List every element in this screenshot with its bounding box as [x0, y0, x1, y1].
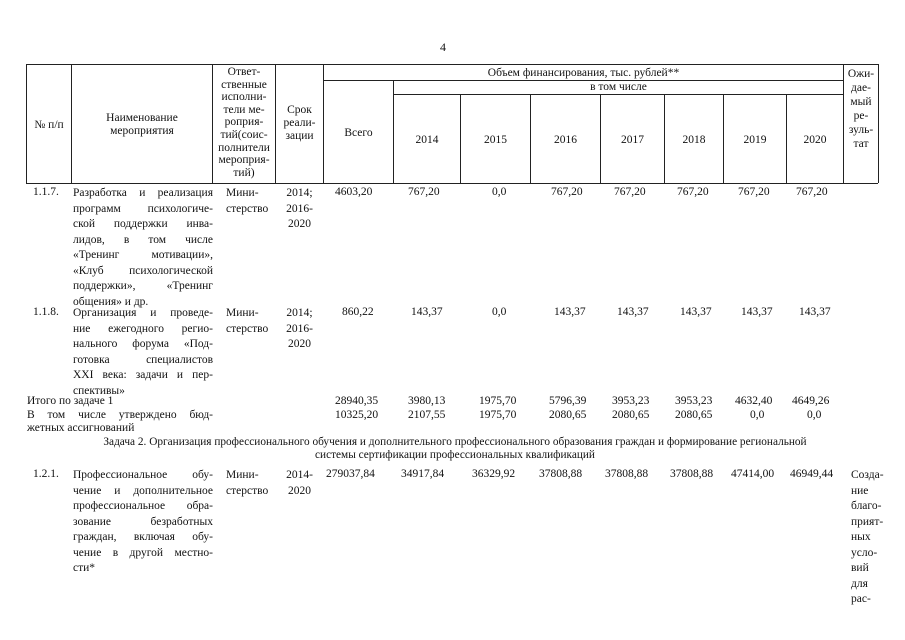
header-funding: Объем финансирования, тыс. рублей**: [487, 67, 680, 79]
row-value: 0,0: [750, 409, 765, 421]
row-responsible: Мини- стерство: [226, 307, 269, 335]
header-year: 2017: [621, 134, 644, 146]
row-total: 4603,20: [335, 186, 373, 198]
row-value: 37808,88: [670, 468, 714, 480]
row-value: 767,20: [738, 186, 770, 198]
row-value: 2080,65: [612, 409, 650, 421]
row-value: 143,37: [554, 306, 586, 318]
row-value: 767,20: [677, 186, 709, 198]
row-value: 767,20: [551, 186, 583, 198]
row-result: Созда- ние благо- прият- ных усло- вий для рас-: [851, 469, 884, 605]
row-value: 143,37: [741, 306, 773, 318]
row-term: 2014; 2016- 2020: [286, 187, 313, 230]
row-value: 767,20: [796, 186, 828, 198]
row-value: 46949,44: [790, 468, 834, 480]
row-value: 767,20: [614, 186, 646, 198]
header-year: 2018: [682, 134, 706, 146]
header-total: Всего: [344, 127, 373, 139]
row-value: 1975,70: [479, 409, 517, 421]
row-name: Разработка и реализация программ психологиче- ской поддержки инва- лидов, в том числе «Тренинг мотивации», «Клуб психологической поддержки», «Тренинг общения» и др.: [73, 187, 213, 308]
row-total: 279037,84: [326, 468, 375, 480]
row-value: 1975,70: [479, 395, 517, 407]
row-value: 37808,88: [605, 468, 649, 480]
row-term: 2014- 2020: [286, 469, 313, 497]
header-year: 2014: [415, 134, 439, 146]
row-responsible: Мини- стерство: [226, 469, 269, 497]
row-value: 47414,00: [731, 468, 775, 480]
row-num: 1.1.7.: [33, 186, 59, 198]
approved-label: В том числе утверждено бюд- жетных ассигнований: [27, 409, 213, 434]
header-including: в том числе: [590, 81, 647, 93]
header-year: 2016: [554, 134, 577, 146]
row-value: 3980,13: [408, 395, 446, 407]
row-value: 0,0: [807, 409, 822, 421]
row-value: 2080,65: [675, 409, 713, 421]
row-value: 5796,39: [549, 395, 587, 407]
row-value: 3953,23: [675, 395, 713, 407]
row-num: 1.1.8.: [33, 306, 59, 318]
row-value: 36329,92: [472, 468, 516, 480]
row-name: Профессиональное обу- чение и дополнительное профессиональное обра- зование безработных граждан, включая обу- чение в другой местно- сти*: [73, 469, 213, 574]
row-value: 3953,23: [612, 395, 650, 407]
header-year: 2015: [484, 134, 507, 146]
row-name: Организация и проведе- ние ежегодного регио- нального форума «Под- готовка специалистов XXI века: задачи и пер- спективы»: [73, 307, 213, 397]
row-value: 2080,65: [549, 409, 587, 421]
row-value: 143,37: [411, 306, 443, 318]
row-value: 2107,55: [408, 409, 446, 421]
page-number: 4: [440, 40, 446, 54]
task-heading: Задача 2. Организация профессионального обучения и дополнительного профессионального образования граждан и формирование региональной системы сертификации профессиональных квалификаций: [103, 436, 807, 461]
row-term: 2014; 2016- 2020: [286, 307, 313, 350]
header-name: Наименование мероприятия: [106, 112, 178, 137]
row-value: 143,37: [680, 306, 712, 318]
row-value: 37808,88: [539, 468, 583, 480]
row-value: 0,0: [492, 186, 507, 198]
subtotal-label: Итого по задаче 1: [27, 395, 114, 407]
row-total: 10325,20: [335, 409, 379, 421]
row-value: 34917,84: [401, 468, 445, 480]
row-total: 28940,35: [335, 395, 379, 407]
header-year: 2019: [743, 134, 767, 146]
row-value: 4649,26: [792, 395, 830, 407]
header-responsible: Ответ- ственные исполни- тели ме- роприя- тий(соис- полнители мероприя- тий): [218, 66, 270, 179]
header-num: № п/п: [34, 119, 64, 131]
row-value: 143,37: [617, 306, 649, 318]
row-value: 4632,40: [735, 395, 773, 407]
row-value: 143,37: [799, 306, 831, 318]
row-value: 0,0: [492, 306, 507, 318]
header-term: Срок реали- зации: [283, 104, 316, 142]
header-result: Ожи- дае- мый ре- зуль- тат: [847, 68, 875, 150]
header-year: 2020: [803, 134, 827, 146]
row-total: 860,22: [342, 306, 374, 318]
row-value: 767,20: [408, 186, 440, 198]
row-responsible: Мини- стерство: [226, 187, 269, 215]
row-num: 1.2.1.: [33, 468, 59, 480]
